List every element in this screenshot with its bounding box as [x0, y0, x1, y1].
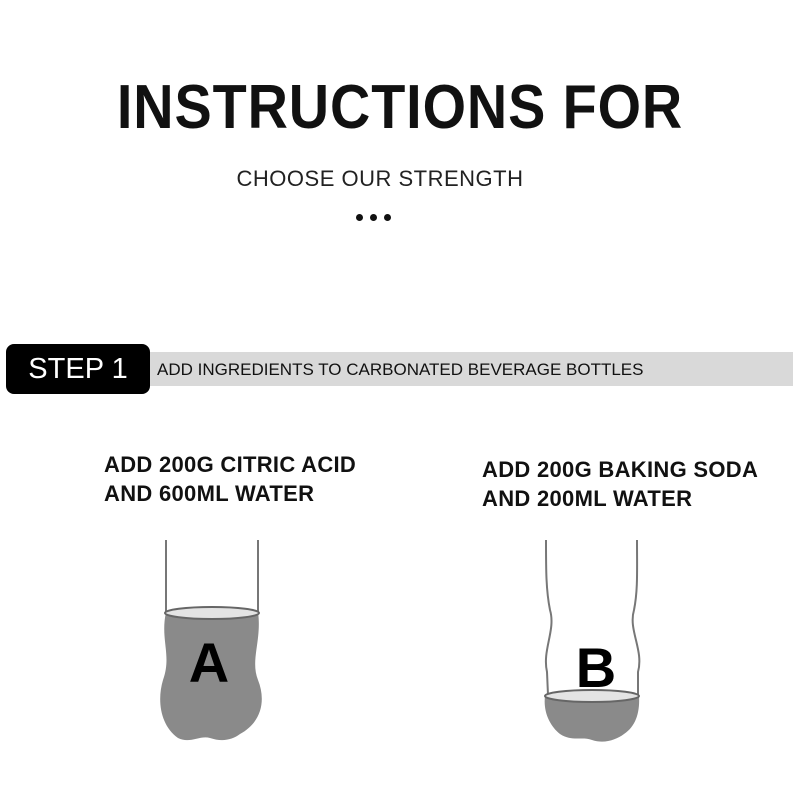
bottle-a-label: A — [188, 631, 230, 694]
step-badge: STEP 1 — [6, 344, 150, 394]
page-subtitle: CHOOSE OUR STRENGTH — [236, 166, 524, 191]
bottle-a-outline — [166, 540, 258, 612]
bottle-a — [160, 540, 262, 740]
bottle-a-surface — [165, 607, 259, 619]
bottle-b-line2: AND 200ML WATER — [482, 486, 693, 511]
step-description: ADD INGREDIENTS TO CARBONATED BEVERAGE BOTTLES — [157, 360, 644, 379]
bottle-a-line1: ADD 200G CITRIC ACID — [104, 452, 357, 477]
bottle-b-line1: ADD 200G BAKING SODA — [482, 457, 759, 482]
page-title: INSTRUCTIONS FOR — [116, 73, 684, 142]
bottle-a-line2: AND 600ML WATER — [104, 481, 315, 506]
bottle-b-label: B — [575, 636, 617, 699]
bottle-b — [545, 540, 640, 742]
